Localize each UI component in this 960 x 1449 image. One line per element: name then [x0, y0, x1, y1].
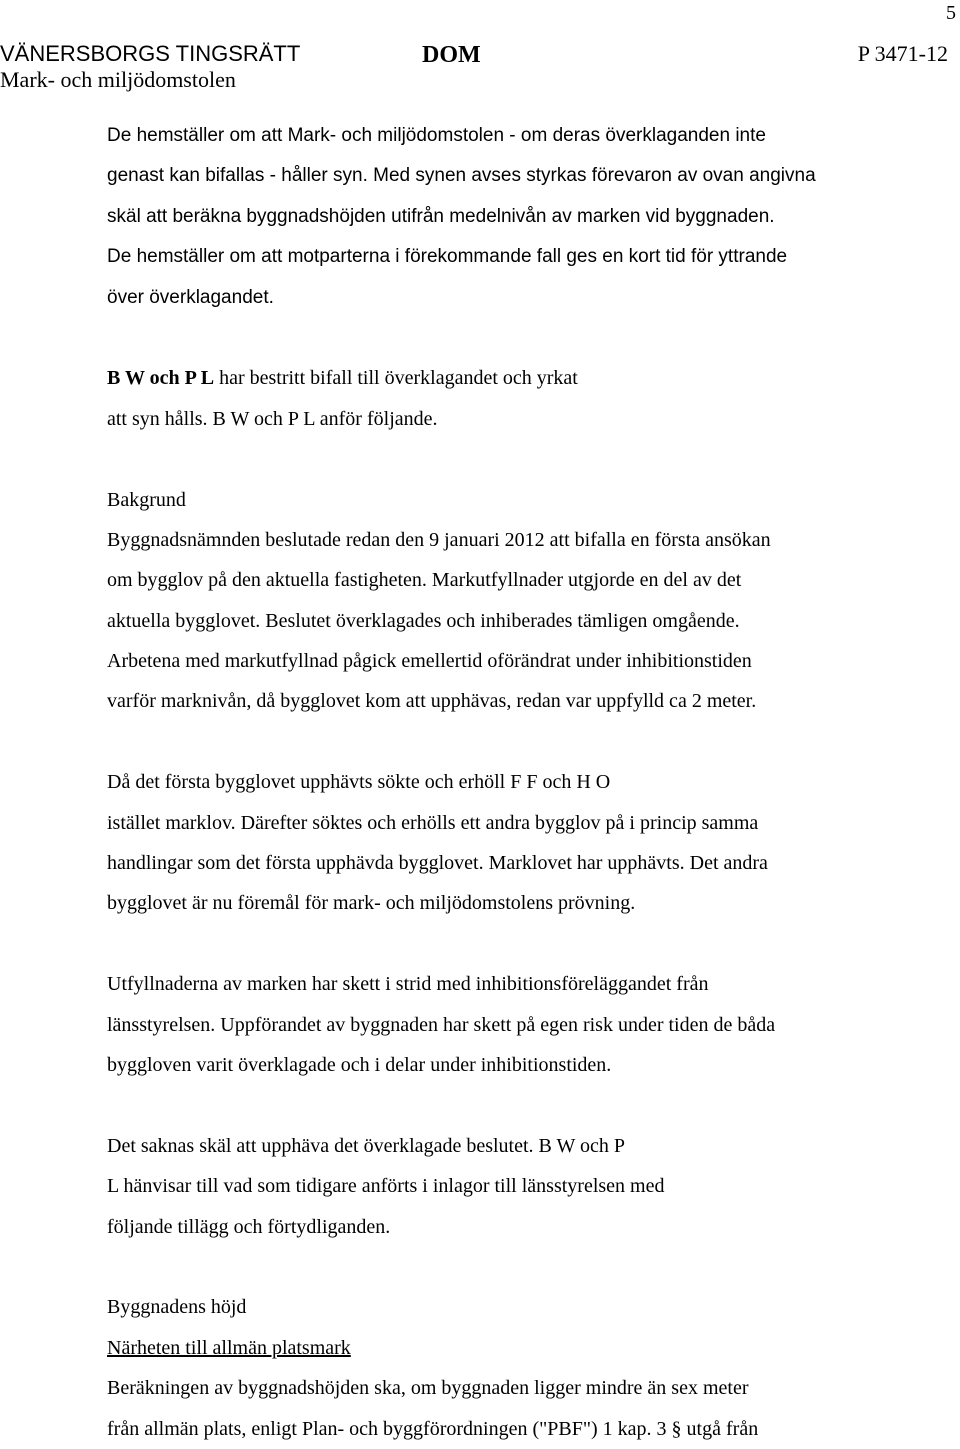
case-number: P 3471-12 [857, 41, 948, 66]
line-text: länsstyrelsen. Uppförandet av byggnaden har skett på egen risk under tiden de båda [107, 1013, 776, 1036]
text-line [107, 843, 937, 883]
text-line [107, 1126, 937, 1166]
line-text: De hemställer om att motparterna i förekommande fall ges en kort tid för yttrande [107, 246, 788, 268]
line-text: har bestritt bifall till överklagandet och yrkat [214, 367, 578, 390]
line-text: Bakgrund [107, 488, 186, 511]
line-text: att syn hålls. B W och P L anför följande. [107, 407, 438, 430]
paragraph [107, 480, 937, 722]
text-line [107, 1166, 937, 1206]
paragraph [107, 762, 937, 924]
line-text: över överklagandet. [107, 286, 274, 308]
text-line [107, 278, 937, 318]
text-line [107, 641, 937, 681]
line-text: L hänvisar till vad som tidigare anförts i inlagor till länsstyrelsen med [107, 1175, 665, 1198]
line-text: handlingar som det första upphävda bygglovet. Marklovet har upphävts. Det andra [107, 852, 768, 875]
paragraph [107, 1126, 937, 1247]
text-line [107, 1368, 937, 1408]
paragraph-gap [107, 924, 937, 964]
paragraph [107, 1287, 937, 1449]
text-line [107, 358, 937, 398]
text-line [107, 1207, 937, 1247]
text-line [107, 399, 937, 439]
line-text: Då det första bygglovet upphävts sökte och erhöll F F och H O [107, 771, 611, 794]
court-division: Mark- och miljödomstolen [0, 67, 236, 92]
line-text: från allmän plats, enligt Plan- och byggförordningen ("PBF") 1 kap. 3 § utgå från [107, 1417, 759, 1440]
line-text: istället marklov. Därefter söktes och erhölls ett andra bygglov på i princip samma [107, 811, 759, 834]
paragraph [107, 964, 937, 1085]
document-body [107, 116, 937, 1449]
text-line [107, 803, 937, 843]
text-line [107, 1409, 937, 1449]
line-text: om bygglov på den aktuella fastigheten. Markutfyllnader utgjorde en del av det [107, 569, 742, 592]
line-text: Byggnadsnämnden beslutade redan den 9 januari 2012 att bifalla en första ansökan [107, 528, 771, 551]
line-text: skäl att beräkna byggnadshöjden utifrån medelnivån av marken vid byggnaden. [107, 205, 775, 227]
line-text: Beräkningen av byggnadshöjden ska, om byggnaden ligger mindre än sex meter [107, 1377, 749, 1400]
line-text: varför marknivån, då bygglovet kom att upphävas, redan var uppfylld ca 2 meter. [107, 690, 757, 713]
text-line [107, 560, 937, 600]
text-line [107, 237, 937, 277]
paragraph-gap [107, 1247, 937, 1287]
text-line [107, 1005, 937, 1045]
text-line [107, 883, 937, 923]
line-text: bygglovet är nu föremål för mark- och miljödomstolens prövning. [107, 892, 636, 915]
line-text: Närheten till allmän platsmark [107, 1336, 351, 1359]
text-line [107, 116, 937, 156]
text-line [107, 1287, 937, 1327]
paragraph-gap [107, 439, 937, 479]
paragraph-gap [107, 722, 937, 762]
line-text: Utfyllnaderna av marken har skett i strid med inhibitionsföreläggandet från [107, 973, 709, 996]
line-text: Arbetena med markutfyllnad pågick emellertid oförändrat under inhibitionstiden [107, 650, 752, 673]
line-text: Byggnadens höjd [107, 1296, 247, 1319]
text-line [107, 762, 937, 802]
party-names: B W och P L [107, 367, 215, 390]
text-line [107, 964, 937, 1004]
text-line [107, 156, 937, 196]
text-line [107, 681, 937, 721]
line-text: byggloven varit överklagade och i delar under inhibitionstiden. [107, 1053, 612, 1076]
text-line [107, 601, 937, 641]
line-text: aktuella bygglovet. Beslutet överklagades och inhiberades tämligen omgående. [107, 609, 740, 632]
paragraph-gap [107, 1085, 937, 1125]
text-line [107, 520, 937, 560]
text-line [107, 480, 937, 520]
paragraph-gap [107, 318, 937, 358]
paragraph [107, 116, 937, 318]
line-text: följande tillägg och förtydliganden. [107, 1215, 391, 1238]
page-number: 5 [946, 2, 956, 24]
document-type: DOM [422, 42, 481, 68]
line-text: Det saknas skäl att upphäva det överklagade beslutet. B W och P [107, 1134, 626, 1157]
text-line [107, 1045, 937, 1085]
text-line [107, 197, 937, 237]
line-text: genast kan bifallas - håller syn. Med synen avses styrkas förevaron av ovan angivna [107, 165, 816, 187]
paragraph [107, 358, 937, 439]
document-header [0, 40, 950, 100]
court-name: VÄNERSBORGS TINGSRÄTT [0, 41, 301, 66]
text-line [107, 1328, 937, 1368]
line-text: De hemställer om att Mark- och miljödomstolen - om deras överklaganden inte [107, 125, 766, 146]
